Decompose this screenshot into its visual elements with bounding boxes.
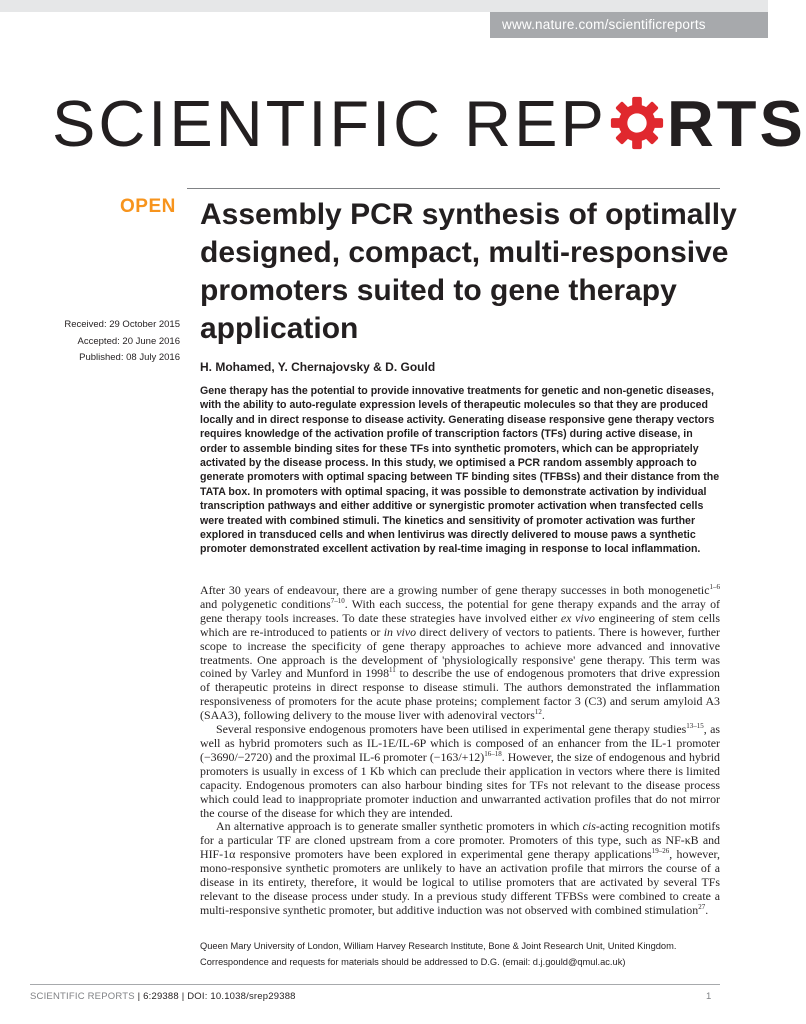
- footer-rule: [30, 984, 720, 985]
- page-number: 1: [706, 991, 712, 1002]
- accepted-date: Accepted: 20 June 2016: [77, 335, 180, 347]
- masthead-part1: SCIENTIFIC REP: [52, 87, 607, 160]
- article-body: [200, 584, 720, 918]
- correspondence[interactable]: Correspondence and requests for materials should be addressed to D.G. (email: d.j.gould@qmul.ac.uk): [200, 957, 626, 967]
- reference-link[interactable]: 7–10: [330, 596, 345, 605]
- body-paragraph-2: Several responsive endogenous promoters have been utilised in experimental gene therapy studies$^{13-15}$, as well as hybrid promoters such as IL-1E/IL-6P which is composed of an enhancer from the IL-1 promoter (−3690/−2720) and the proximal IL-6 promoter $(-163/+12)^{16-18}$. However, the size of endogenous and hybrid promoters is usually in excess of 1 Kb which can preclude their application in vectors where there is limited capacity. Endogenous promoters can also harbour binding sites for TFs not relevant to the disease process which could lead to inappropriate promoter induction and unwarranted activation profiles that do not mirror the course of the disease for which they are intended.: [200, 722, 720, 820]
- affiliation-block: [200, 938, 740, 970]
- received-date: Received: 29 October 2015: [64, 319, 180, 330]
- article-title: Assembly PCR synthesis of optimally designed, compact, multi-responsive promoters suited to gene therapy application: [200, 198, 737, 345]
- reference-link[interactable]: 11: [389, 666, 396, 675]
- reference-link[interactable]: 19–26: [651, 847, 670, 856]
- journal-masthead: [52, 84, 806, 164]
- top-bar: [0, 0, 768, 12]
- body-paragraph-3: An alternative approach is to generate smaller synthetic promoters in which cis-acting recognition motifs for a particular TF are cloned upstream from a core promoter. Promoters of this type, such as NF-κB and HIF-1α responsive promoters have been explored in experimental gene therapy applications$^{19-26}$, however, mono-responsive synthetic promoters are unlikely to have an activation profile that mirrors the course of a disease in its entirety, therefore, it would be logical to utilise promoters that are activated by several TFs relevant to the disease process under study. In a previous study different TFBSs were combined to create a multi-responsive synthetic promoter, but additive induction was not observed with combined stimulation$^{27}$.: [200, 819, 721, 917]
- reference-link[interactable]: 12: [534, 708, 542, 717]
- author-list[interactable]: H. Mohamed, Y. Chernajovsky & D. Gould: [200, 360, 436, 374]
- page-footer: [30, 991, 296, 1002]
- gear-icon: [608, 94, 666, 152]
- masthead-part2: RTS: [666, 87, 806, 160]
- body-paragraph-1: After 30 years of endeavour, there are a growing number of gene therapy successes in both monogenetic$^{1-6}$ and polygenetic conditions$^{7-10}$. With each success, the potential for gene therapy expands and the array of gene therapy tools increases. To date these strategies have involved either ex vivo engineering of stem cells which are re-introduced to patients or in vivo direct delivery of vectors to patients. There is however, further scope to increase the specificity of gene therapy approaches to achieve more advanced and innovative treatments. One approach is the development of 'physiologically responsive' gene therapy. This term was coined by Varley and Munford in 1998$^{11}$ to describe the use of endogenous promoters that drive expression of therapeutic proteins in direct response to disease stimuli. The authors demonstrated the inflammation responsiveness of promoters for the acute phase proteins; complement factor 3 (C3) and serum amyloid A3 (SAA3), following delivery to the mouse liver with adenoviral vectors$^{12}$.: [200, 583, 721, 723]
- reference-link[interactable]: 27: [698, 902, 706, 911]
- footer-citation[interactable]: | 6:29388 | DOI: 10.1038/srep29388: [137, 991, 296, 1002]
- reference-link[interactable]: 13–15: [686, 722, 704, 731]
- abstract: Gene therapy has the potential to provide innovative treatments for genetic and non-genetic diseases, with the ability to auto-regulate expression levels of therapeutic molecules so that they are produced locally and in direct response to disease activity. Generating disease responsive gene therapy vectors requires knowledge of the activation profile of transcription factors (TFs) during active disease, in order to assemble binding sites for these TFs into synthetic promoters, which can be appropriately activated by the disease process. In this study, we optimised a PCR random assembly approach to generate promoters with optimal spacing between TF binding sites (TFBSs) and their distance from the TATA box. In promoters with optimal spacing, it was possible to demonstrate activation by individual transcription pathways and either additive or synergistic promoter activation when transfected cells were treated with combined stimuli. The kinetics and sensitivity of promoter activation was further explored in transduced cells and when lentivirus was directly delivered to mouse paws a synthetic promoter demonstrated excellent activation by real-time imaging in response to local inflammation.: [200, 385, 720, 556]
- reference-link[interactable]: 1–6: [709, 583, 720, 592]
- affiliation: Queen Mary University of London, William Harvey Research Institute, Bone & Joint Research Unit, United Kingdom.: [200, 941, 677, 951]
- published-date: Published: 08 July 2016: [79, 352, 180, 363]
- footer-journal: SCIENTIFIC REPORTS: [30, 991, 135, 1002]
- article-dates: [30, 317, 180, 367]
- reference-link[interactable]: 16–18: [484, 749, 502, 758]
- open-access-label: OPEN: [120, 196, 176, 217]
- title-rule: [187, 188, 720, 189]
- journal-url[interactable]: www.nature.com/scientificreports: [490, 12, 768, 38]
